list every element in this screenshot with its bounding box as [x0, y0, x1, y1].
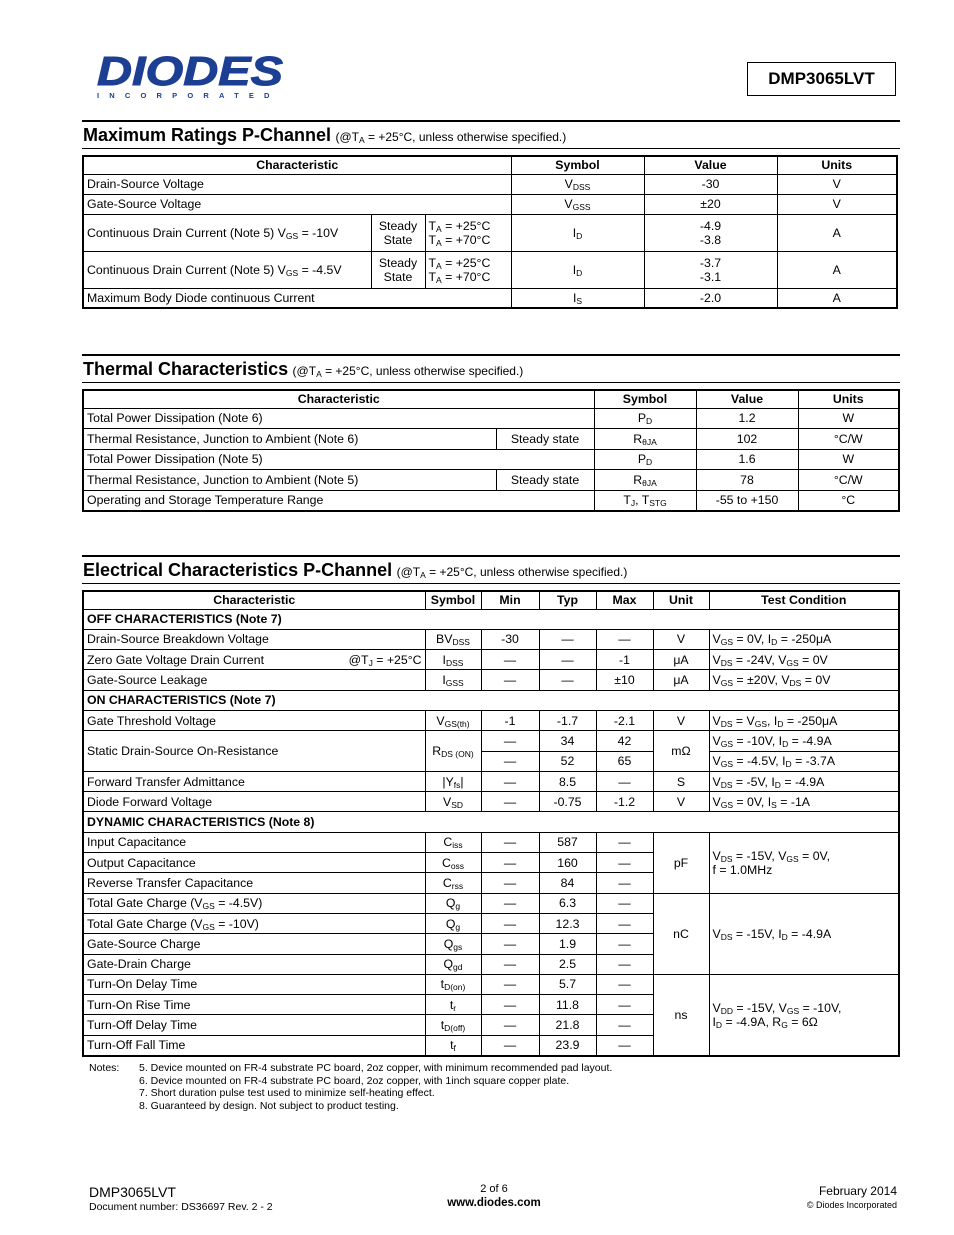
footer-center	[394, 1183, 594, 1209]
footer-right	[807, 1184, 897, 1210]
header-unit: Unit	[653, 591, 709, 609]
typ-cell: 84	[539, 873, 596, 893]
unit-cell: mΩ	[653, 731, 709, 772]
symbol-cell: $Q_{gs}$	[425, 934, 481, 954]
typ-cell: 2.5	[539, 954, 596, 974]
max-cell: 42	[596, 731, 653, 751]
table-header-row	[83, 591, 899, 609]
characteristic-cell: Operating and Storage Temperature Range	[83, 490, 594, 511]
note-item: 5. Device mounted on FR-4 substrate PC board, 2oz copper, with minimum recommended pad layout.	[139, 1062, 613, 1074]
characteristic-cell: Drain-Source Breakdown Voltage	[83, 629, 425, 649]
header-value: Value	[644, 156, 777, 174]
symbol-cell: $V_{SD}$	[425, 792, 481, 812]
unit-cell: ns	[653, 974, 709, 1055]
value-cell: 78	[696, 470, 798, 491]
table-row	[83, 629, 899, 649]
thermal-heading	[83, 359, 523, 380]
max-cell: —	[596, 974, 653, 994]
value-cell: -30	[644, 174, 777, 194]
section-condition: ($@T_A = +25^\circ C$, unless otherwise specified.)	[396, 565, 628, 580]
symbol-cell: $I_{GSS}$	[425, 670, 481, 690]
unit-cell: V	[777, 174, 897, 194]
table-row	[83, 214, 897, 251]
characteristic-cell: Thermal Resistance, Junction to Ambient (Note 5)	[83, 470, 496, 491]
max-cell: ±10	[596, 670, 653, 690]
temperature-cell: $T_A = +25^\circ C$ $T_A = +70^\circ C$	[425, 251, 511, 288]
typ-cell: 34	[539, 731, 596, 751]
symbol-cell: $|Y_{fs}|$	[425, 771, 481, 791]
symbol-cell: $t_f$	[425, 1035, 481, 1055]
table-row	[83, 490, 899, 511]
characteristic-cell: Input Capacitance	[83, 832, 425, 852]
table-header-row	[83, 390, 899, 408]
max-cell: —	[596, 934, 653, 954]
symbol-cell: $R_{\theta JA}$	[594, 429, 696, 450]
value-cell: ±20	[644, 194, 777, 214]
logo-tagline: INCORPORATED	[97, 91, 280, 100]
logo-wordmark: DIODES	[97, 52, 283, 88]
footer-document-number: Document number: DS36697 Rev. 2 - 2	[89, 1201, 273, 1213]
condition-cell: $V_{GS} = \pm 20V$, $V_{DS} = 0V$	[709, 670, 899, 690]
table-row	[83, 893, 899, 913]
notes-list	[139, 1062, 612, 1112]
section-condition: ($@T_A = +25^\circ C$, unless otherwise specified.)	[292, 364, 524, 379]
symbol-cell: $I_D$	[511, 214, 644, 251]
table-row	[83, 670, 899, 690]
condition-cell: $V_{GS} = -4.5V$, $I_D = -3.7A$	[709, 751, 899, 771]
subheader-row	[83, 812, 899, 832]
symbol-cell: $P_D$	[594, 408, 696, 429]
condition-cell: $V_{DS} = -5V$, $I_D = -4.9A$	[709, 771, 899, 791]
value-cell: -2.0	[644, 288, 777, 308]
section-underline	[82, 148, 900, 149]
min-cell: -30	[481, 629, 539, 649]
min-cell: —	[481, 731, 539, 751]
table-row	[83, 731, 899, 751]
characteristic-cell: Maximum Body Diode continuous Current	[83, 288, 511, 308]
unit-cell: V	[777, 194, 897, 214]
condition-cell: $V_{GS} = -10V$, $I_D = -4.9A$	[709, 731, 899, 751]
table-row	[83, 429, 899, 450]
symbol-cell: $V_{GS(th)}$	[425, 710, 481, 730]
section-underline	[82, 382, 900, 383]
max-cell: -1.2	[596, 792, 653, 812]
min-cell: —	[481, 893, 539, 913]
table-header-row	[83, 156, 897, 174]
max-cell: —	[596, 954, 653, 974]
characteristic-cell: Gate-Source Leakage	[83, 670, 425, 690]
characteristic-cell: Total Power Dissipation (Note 5)	[83, 449, 594, 470]
state-cell: Steady state	[496, 470, 594, 491]
characteristic-cell: Gate-Drain Charge	[83, 954, 425, 974]
thermal-table	[82, 389, 900, 512]
value-cell: 1.2	[696, 408, 798, 429]
header-typ: Typ	[539, 591, 596, 609]
symbol-cell: $BV_{DSS}$	[425, 629, 481, 649]
typ-cell: -0.75	[539, 792, 596, 812]
company-logo	[95, 52, 290, 104]
max-cell: -1	[596, 650, 653, 670]
table-row	[83, 194, 897, 214]
table-row	[83, 470, 899, 491]
unit-cell: A	[777, 214, 897, 251]
note-item: 7. Short duration pulse test used to minimize self-heating effect.	[139, 1087, 435, 1099]
note-item: 6. Device mounted on FR-4 substrate PC board, 2oz copper, with 1inch square copper plate.	[139, 1074, 570, 1087]
max-cell: —	[596, 771, 653, 791]
characteristic-cell: Diode Forward Voltage	[83, 792, 425, 812]
symbol-cell: $I_S$	[511, 288, 644, 308]
characteristic-cell: Turn-On Rise Time	[83, 995, 425, 1015]
table-row	[83, 288, 897, 308]
footer-left	[89, 1184, 273, 1213]
characteristic-cell: Continuous Drain Current (Note 5) $V_{GS} = -10V$	[83, 214, 371, 251]
table-row	[83, 974, 899, 994]
symbol-cell: $Q_g$	[425, 893, 481, 913]
symbol-cell: $t_{D(on)}$	[425, 974, 481, 994]
max-cell: —	[596, 893, 653, 913]
typ-cell: 52	[539, 751, 596, 771]
min-cell: —	[481, 934, 539, 954]
unit-cell: S	[653, 771, 709, 791]
value-cell: 102	[696, 429, 798, 450]
max-cell: 65	[596, 751, 653, 771]
unit-cell: A	[777, 288, 897, 308]
value-cell: -3.7 -3.1	[644, 251, 777, 288]
section-rule	[82, 120, 900, 122]
characteristic-cell: Total Power Dissipation (Note 6)	[83, 408, 594, 429]
header-units: Units	[777, 156, 897, 174]
max-cell: —	[596, 1035, 653, 1055]
header-symbol: Symbol	[425, 591, 481, 609]
typ-cell: 587	[539, 832, 596, 852]
symbol-cell: $C_{oss}$	[425, 853, 481, 873]
min-cell: —	[481, 1015, 539, 1035]
header-characteristic: Characteristic	[83, 390, 594, 408]
value-cell: -4.9 -3.8	[644, 214, 777, 251]
unit-cell: °C/W	[798, 429, 899, 450]
characteristic-cell: Forward Transfer Admittance	[83, 771, 425, 791]
max-cell: —	[596, 832, 653, 852]
subheader-cell: ON CHARACTERISTICS (Note 7)	[83, 690, 899, 710]
header-characteristic: Characteristic	[83, 591, 425, 609]
max-cell: —	[596, 913, 653, 933]
section-condition: ($@T_A = +25^\circ C$, unless otherwise specified.)	[335, 130, 567, 145]
unit-cell: A	[777, 251, 897, 288]
symbol-cell: $t_r$	[425, 995, 481, 1015]
symbol-cell: $V_{GSS}$	[511, 194, 644, 214]
state-cell: Steady State	[371, 214, 425, 251]
symbol-cell: $t_{D(off)}$	[425, 1015, 481, 1035]
condition-cell: $V_{DD} = -15V$, $V_{GS} = -10V$, $I_D = -4.9A$, $R_G = 6\Omega$	[709, 974, 899, 1055]
characteristic-cell: Drain-Source Voltage	[83, 174, 511, 194]
max-cell: —	[596, 873, 653, 893]
typ-cell: 160	[539, 853, 596, 873]
typ-cell: 6.3	[539, 893, 596, 913]
min-cell: —	[481, 974, 539, 994]
table-row	[83, 251, 897, 288]
header-units: Units	[798, 390, 899, 408]
state-cell: Steady State	[371, 251, 425, 288]
unit-cell: nC	[653, 893, 709, 974]
characteristic-cell: Turn-Off Delay Time	[83, 1015, 425, 1035]
characteristic-cell: Total Gate Charge $(V_{GS} = -10V)$	[83, 913, 425, 933]
value-cell: 1.6	[696, 449, 798, 470]
max-ratings-heading	[83, 125, 566, 146]
table-row	[83, 650, 899, 670]
condition-cell: $V_{DS} = -15V$, $V_{GS} = 0V$, f = 1.0MHz	[709, 832, 899, 893]
temperature-cell: $T_A = +25^\circ C$ $T_A = +70^\circ C$	[425, 214, 511, 251]
electrical-heading	[83, 560, 627, 581]
unit-cell: V	[653, 629, 709, 649]
condition-cell: $V_{GS} = 0V$, $I_S = -1A$	[709, 792, 899, 812]
unit-cell: pF	[653, 832, 709, 893]
symbol-cell: $T_J$, $T_{STG}$	[594, 490, 696, 511]
symbol-cell: $I_{DSS}$	[425, 650, 481, 670]
symbol-cell: $R_{\theta JA}$	[594, 470, 696, 491]
table-row	[83, 408, 899, 429]
footer-date: February 2014	[818, 1184, 897, 1198]
char-condition: $@T_J = +25^\circ C$	[348, 652, 422, 668]
max-cell: -2.1	[596, 710, 653, 730]
notes-label: Notes:	[89, 1062, 120, 1074]
characteristic-cell: Turn-On Delay Time	[83, 974, 425, 994]
typ-cell: 12.3	[539, 913, 596, 933]
typ-cell: 1.9	[539, 934, 596, 954]
max-cell: —	[596, 1015, 653, 1035]
table-row	[83, 792, 899, 812]
characteristic-cell: Gate-Source Voltage	[83, 194, 511, 214]
characteristic-cell: Turn-Off Fall Time	[83, 1035, 425, 1055]
condition-cell: $V_{GS} = 0V$, $I_D = -250\mu A$	[709, 629, 899, 649]
min-cell: —	[481, 832, 539, 852]
value-cell: -55 to +150	[696, 490, 798, 511]
table-row	[83, 832, 899, 852]
typ-cell: 23.9	[539, 1035, 596, 1055]
characteristic-cell: Gate Threshold Voltage	[83, 710, 425, 730]
footer-part-number: DMP3065LVT	[89, 1184, 176, 1200]
max-cell: —	[596, 853, 653, 873]
subheader-row	[83, 609, 899, 629]
max-cell: —	[596, 629, 653, 649]
condition-cell: $V_{DS} = -15V$, $I_D = -4.9A$	[709, 893, 899, 974]
typ-cell: 21.8	[539, 1015, 596, 1035]
min-cell: —	[481, 873, 539, 893]
subheader-cell: DYNAMIC CHARACTERISTICS (Note 8)	[83, 812, 899, 832]
subheader-cell: OFF CHARACTERISTICS (Note 7)	[83, 609, 899, 629]
typ-cell: 8.5	[539, 771, 596, 791]
header-characteristic: Characteristic	[83, 156, 511, 174]
unit-cell: μA	[653, 650, 709, 670]
unit-cell: V	[653, 792, 709, 812]
characteristic-cell: Continuous Drain Current (Note 5) $V_{GS} = -4.5V$	[83, 251, 371, 288]
symbol-cell: $R_{DS (ON)}$	[425, 731, 481, 772]
footer-copyright: © Diodes Incorporated	[806, 1200, 897, 1210]
characteristic-cell: Static Drain-Source On-Resistance	[83, 731, 425, 772]
table-row	[83, 174, 897, 194]
note-item: 8. Guaranteed by design. Not subject to product testing.	[139, 1099, 399, 1112]
symbol-cell: $I_D$	[511, 251, 644, 288]
max-cell: —	[596, 995, 653, 1015]
table-row	[83, 449, 899, 470]
unit-cell: W	[798, 408, 899, 429]
table-row	[83, 771, 899, 791]
section-title: Maximum Ratings P-Channel	[83, 125, 332, 145]
unit-cell: °C/W	[798, 470, 899, 491]
section-rule	[82, 555, 900, 557]
min-cell: -1	[481, 710, 539, 730]
min-cell: —	[481, 954, 539, 974]
section-underline	[82, 583, 900, 584]
unit-cell: μA	[653, 670, 709, 690]
symbol-cell: $V_{DSS}$	[511, 174, 644, 194]
website-link[interactable]: www.diodes.com	[447, 1197, 541, 1209]
typ-cell: 11.8	[539, 995, 596, 1015]
header-test-condition: Test Condition	[709, 591, 899, 609]
unit-cell: W	[798, 449, 899, 470]
min-cell: —	[481, 995, 539, 1015]
typ-cell: 5.7	[539, 974, 596, 994]
min-cell: —	[481, 913, 539, 933]
characteristic-cell: Gate-Source Charge	[83, 934, 425, 954]
min-cell: —	[481, 792, 539, 812]
unit-cell: V	[653, 710, 709, 730]
state-cell: Steady state	[496, 429, 594, 450]
diodes-logo-icon	[95, 52, 285, 88]
header-symbol: Symbol	[594, 390, 696, 408]
section-title: Thermal Characteristics	[83, 359, 289, 379]
table-row	[83, 710, 899, 730]
header-min: Min	[481, 591, 539, 609]
min-cell: —	[481, 751, 539, 771]
section-title: Electrical Characteristics P-Channel	[83, 560, 393, 580]
page-number: 2 of 6	[480, 1183, 508, 1195]
typ-cell: —	[539, 629, 596, 649]
symbol-cell: $P_D$	[594, 449, 696, 470]
min-cell: —	[481, 1035, 539, 1055]
min-cell: —	[481, 853, 539, 873]
subheader-row	[83, 690, 899, 710]
symbol-cell: $C_{iss}$	[425, 832, 481, 852]
symbol-cell: $C_{rss}$	[425, 873, 481, 893]
typ-cell: —	[539, 650, 596, 670]
min-cell: —	[481, 771, 539, 791]
unit-cell: °C	[798, 490, 899, 511]
symbol-cell: $Q_{gd}$	[425, 954, 481, 974]
characteristic-cell: Zero Gate Voltage Drain Current $@T_J = +25^\circ C$	[83, 650, 425, 670]
section-rule	[82, 354, 900, 356]
typ-cell: -1.7	[539, 710, 596, 730]
characteristic-cell: Reverse Transfer Capacitance	[83, 873, 425, 893]
condition-cell: $V_{DS} = V_{GS}$, $I_D = -250\mu A$	[709, 710, 899, 730]
characteristic-cell: Total Gate Charge $(V_{GS} = -4.5V)$	[83, 893, 425, 913]
condition-cell: $V_{DS} = -24V$, $V_{GS} = 0V$	[709, 650, 899, 670]
header-value: Value	[696, 390, 798, 408]
characteristic-cell: Output Capacitance	[83, 853, 425, 873]
symbol-cell: $Q_g$	[425, 913, 481, 933]
min-cell: —	[481, 670, 539, 690]
min-cell: —	[481, 650, 539, 670]
header-max: Max	[596, 591, 653, 609]
characteristic-cell: Thermal Resistance, Junction to Ambient (Note 6)	[83, 429, 496, 450]
max-ratings-table	[82, 155, 898, 309]
header-symbol: Symbol	[511, 156, 644, 174]
part-number-box: DMP3065LVT	[747, 62, 896, 96]
typ-cell: —	[539, 670, 596, 690]
electrical-table	[82, 590, 900, 1057]
